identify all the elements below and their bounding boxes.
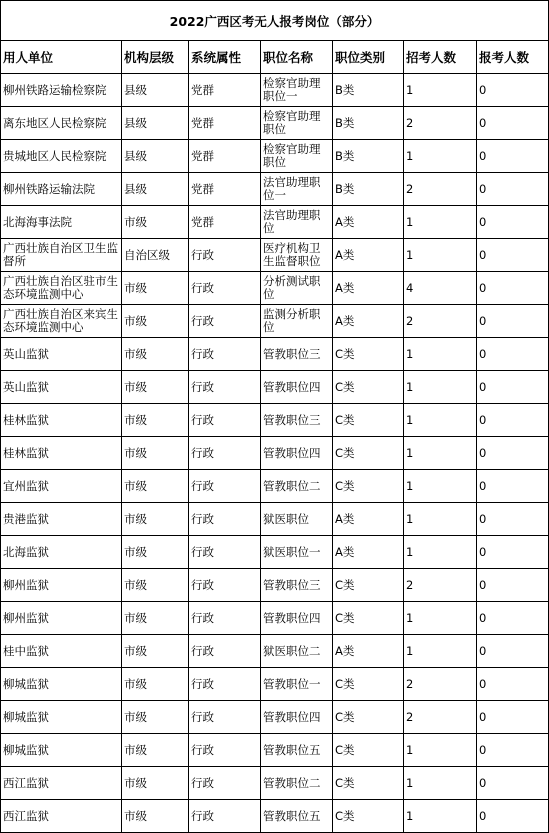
cell-recruit-count: 2 [404,701,477,734]
cell-unit: 柳州监狱 [1,569,122,602]
cell-level: 市级 [122,701,189,734]
cell-position: 医疗机构卫生监督职位 [261,239,333,272]
cell-position: 管教职位五 [261,734,333,767]
cell-level: 县级 [122,74,189,107]
cell-position: 狱医职位一 [261,536,333,569]
cell-recruit-count: 1 [404,437,477,470]
cell-position: 管教职位四 [261,437,333,470]
cell-recruit-count: 1 [404,338,477,371]
cell-position: 分析测试职位 [261,272,333,305]
cell-level: 市级 [122,767,189,800]
cell-level: 市级 [122,206,189,239]
cell-system: 行政 [189,734,261,767]
cell-system: 行政 [189,404,261,437]
cell-recruit-count: 1 [404,470,477,503]
cell-category: C类 [333,668,404,701]
cell-position: 管教职位四 [261,371,333,404]
cell-unit: 英山监狱 [1,371,122,404]
cell-level: 市级 [122,734,189,767]
cell-category: A类 [333,206,404,239]
cell-category: C类 [333,569,404,602]
cell-unit: 宜州监狱 [1,470,122,503]
cell-category: A类 [333,536,404,569]
cell-position: 检察官助理职位 [261,107,333,140]
cell-system: 党群 [189,140,261,173]
cell-category: C类 [333,602,404,635]
cell-category: A类 [333,635,404,668]
cell-position: 法官助理职位一 [261,173,333,206]
cell-category: B类 [333,107,404,140]
cell-position: 管教职位二 [261,767,333,800]
cell-category: C类 [333,437,404,470]
cell-position: 管教职位四 [261,701,333,734]
header-category: 职位类别 [333,41,404,74]
cell-category: C类 [333,404,404,437]
cell-applicant-count: 0 [477,569,549,602]
table-row [1,305,549,338]
table-row [1,536,549,569]
cell-position: 狱医职位二 [261,635,333,668]
cell-category: C类 [333,767,404,800]
cell-recruit-count: 1 [404,74,477,107]
cell-applicant-count: 0 [477,173,549,206]
cell-unit: 柳城监狱 [1,734,122,767]
cell-recruit-count: 1 [404,800,477,833]
cell-recruit-count: 2 [404,305,477,338]
cell-applicant-count: 0 [477,437,549,470]
cell-applicant-count: 0 [477,470,549,503]
table-row [1,635,549,668]
cell-unit: 英山监狱 [1,338,122,371]
cell-unit: 柳州铁路运输法院 [1,173,122,206]
cell-position: 管教职位三 [261,338,333,371]
cell-position: 检察官助理职位 [261,140,333,173]
table-row [1,503,549,536]
cell-position: 管教职位三 [261,404,333,437]
cell-unit: 广西壮族自治区卫生监督所 [1,239,122,272]
cell-level: 市级 [122,800,189,833]
cell-category: B类 [333,140,404,173]
cell-category: A类 [333,503,404,536]
cell-position: 法官助理职位 [261,206,333,239]
cell-category: B类 [333,173,404,206]
header-applicant-count: 报考人数 [477,41,549,74]
cell-applicant-count: 0 [477,635,549,668]
cell-recruit-count: 2 [404,173,477,206]
cell-unit: 桂林监狱 [1,437,122,470]
table-row [1,206,549,239]
cell-level: 市级 [122,569,189,602]
cell-recruit-count: 1 [404,767,477,800]
cell-level: 市级 [122,404,189,437]
cell-applicant-count: 0 [477,701,549,734]
header-system: 系统属性 [189,41,261,74]
cell-recruit-count: 1 [404,503,477,536]
cell-system: 行政 [189,635,261,668]
cell-unit: 西江监狱 [1,800,122,833]
cell-level: 县级 [122,107,189,140]
table-row [1,734,549,767]
cell-unit: 柳州监狱 [1,602,122,635]
cell-system: 行政 [189,800,261,833]
cell-level: 市级 [122,668,189,701]
cell-unit: 离东地区人民检察院 [1,107,122,140]
cell-level: 市级 [122,305,189,338]
table-row [1,668,549,701]
cell-recruit-count: 1 [404,635,477,668]
cell-recruit-count: 1 [404,140,477,173]
cell-recruit-count: 1 [404,239,477,272]
cell-unit: 桂林监狱 [1,404,122,437]
cell-category: A类 [333,272,404,305]
cell-applicant-count: 0 [477,206,549,239]
table-row [1,404,549,437]
cell-position: 管教职位三 [261,569,333,602]
cell-level: 市级 [122,371,189,404]
cell-applicant-count: 0 [477,107,549,140]
cell-system: 党群 [189,107,261,140]
cell-system: 行政 [189,437,261,470]
table-row [1,173,549,206]
cell-unit: 柳州铁路运输检察院 [1,74,122,107]
cell-system: 行政 [189,470,261,503]
cell-applicant-count: 0 [477,140,549,173]
cell-position: 管教职位一 [261,668,333,701]
cell-unit: 西江监狱 [1,767,122,800]
header-level: 机构层级 [122,41,189,74]
cell-system: 党群 [189,206,261,239]
cell-applicant-count: 0 [477,767,549,800]
cell-position: 检察官助理职位一 [261,74,333,107]
cell-applicant-count: 0 [477,272,549,305]
cell-unit: 柳城监狱 [1,701,122,734]
table-row [1,701,549,734]
cell-level: 县级 [122,140,189,173]
cell-level: 市级 [122,635,189,668]
table-row [1,107,549,140]
cell-unit: 柳城监狱 [1,668,122,701]
cell-system: 行政 [189,272,261,305]
cell-level: 县级 [122,173,189,206]
cell-system: 行政 [189,371,261,404]
cell-position: 管教职位五 [261,800,333,833]
cell-system: 党群 [189,173,261,206]
cell-level: 市级 [122,503,189,536]
cell-category: A类 [333,239,404,272]
cell-position: 狱医职位 [261,503,333,536]
cell-level: 市级 [122,338,189,371]
table-row [1,470,549,503]
cell-recruit-count: 2 [404,569,477,602]
cell-system: 行政 [189,239,261,272]
cell-level: 市级 [122,272,189,305]
cell-level: 自治区级 [122,239,189,272]
cell-applicant-count: 0 [477,734,549,767]
cell-position: 监测分析职位 [261,305,333,338]
cell-level: 市级 [122,437,189,470]
cell-system: 行政 [189,305,261,338]
table-row [1,569,549,602]
cell-unit: 广西壮族自治区来宾生态环境监测中心 [1,305,122,338]
table-title: 2022广西区考无人报考岗位（部分） [1,1,549,41]
cell-recruit-count: 1 [404,371,477,404]
cell-system: 行政 [189,503,261,536]
cell-recruit-count: 4 [404,272,477,305]
cell-applicant-count: 0 [477,404,549,437]
cell-system: 行政 [189,338,261,371]
cell-position: 管教职位二 [261,470,333,503]
cell-system: 行政 [189,602,261,635]
cell-level: 市级 [122,470,189,503]
cell-recruit-count: 1 [404,536,477,569]
cell-recruit-count: 2 [404,668,477,701]
cell-system: 行政 [189,767,261,800]
cell-applicant-count: 0 [477,371,549,404]
cell-unit: 北海海事法院 [1,206,122,239]
table-row [1,371,549,404]
cell-category: C类 [333,800,404,833]
cell-unit: 桂中监狱 [1,635,122,668]
cell-category: C类 [333,371,404,404]
header-recruit-count: 招考人数 [404,41,477,74]
cell-recruit-count: 2 [404,107,477,140]
cell-category: A类 [333,305,404,338]
table-row [1,74,549,107]
table-row [1,437,549,470]
cell-category: B类 [333,74,404,107]
table-row [1,602,549,635]
cell-category: C类 [333,701,404,734]
cell-category: C类 [333,338,404,371]
cell-system: 党群 [189,74,261,107]
cell-level: 市级 [122,536,189,569]
cell-system: 行政 [189,536,261,569]
table-row [1,800,549,833]
cell-applicant-count: 0 [477,800,549,833]
cell-category: C类 [333,470,404,503]
header-unit: 用人单位 [1,41,122,74]
cell-position: 管教职位四 [261,602,333,635]
cell-recruit-count: 1 [404,734,477,767]
table-row [1,140,549,173]
cell-category: C类 [333,734,404,767]
cell-system: 行政 [189,668,261,701]
header-row [1,41,549,74]
table-row [1,767,549,800]
cell-unit: 广西壮族自治区驻市生态环境监测中心 [1,272,122,305]
cell-recruit-count: 1 [404,602,477,635]
cell-unit: 北海监狱 [1,536,122,569]
cell-recruit-count: 1 [404,404,477,437]
cell-applicant-count: 0 [477,602,549,635]
cell-applicant-count: 0 [477,668,549,701]
table-row [1,338,549,371]
header-position: 职位名称 [261,41,333,74]
table-row [1,272,549,305]
cell-unit: 贵城地区人民检察院 [1,140,122,173]
cell-recruit-count: 1 [404,206,477,239]
cell-applicant-count: 0 [477,536,549,569]
cell-applicant-count: 0 [477,239,549,272]
cell-system: 行政 [189,569,261,602]
cell-system: 行政 [189,701,261,734]
cell-applicant-count: 0 [477,74,549,107]
cell-applicant-count: 0 [477,338,549,371]
cell-unit: 贵港监狱 [1,503,122,536]
cell-level: 市级 [122,602,189,635]
cell-applicant-count: 0 [477,305,549,338]
cell-applicant-count: 0 [477,503,549,536]
table-row [1,239,549,272]
